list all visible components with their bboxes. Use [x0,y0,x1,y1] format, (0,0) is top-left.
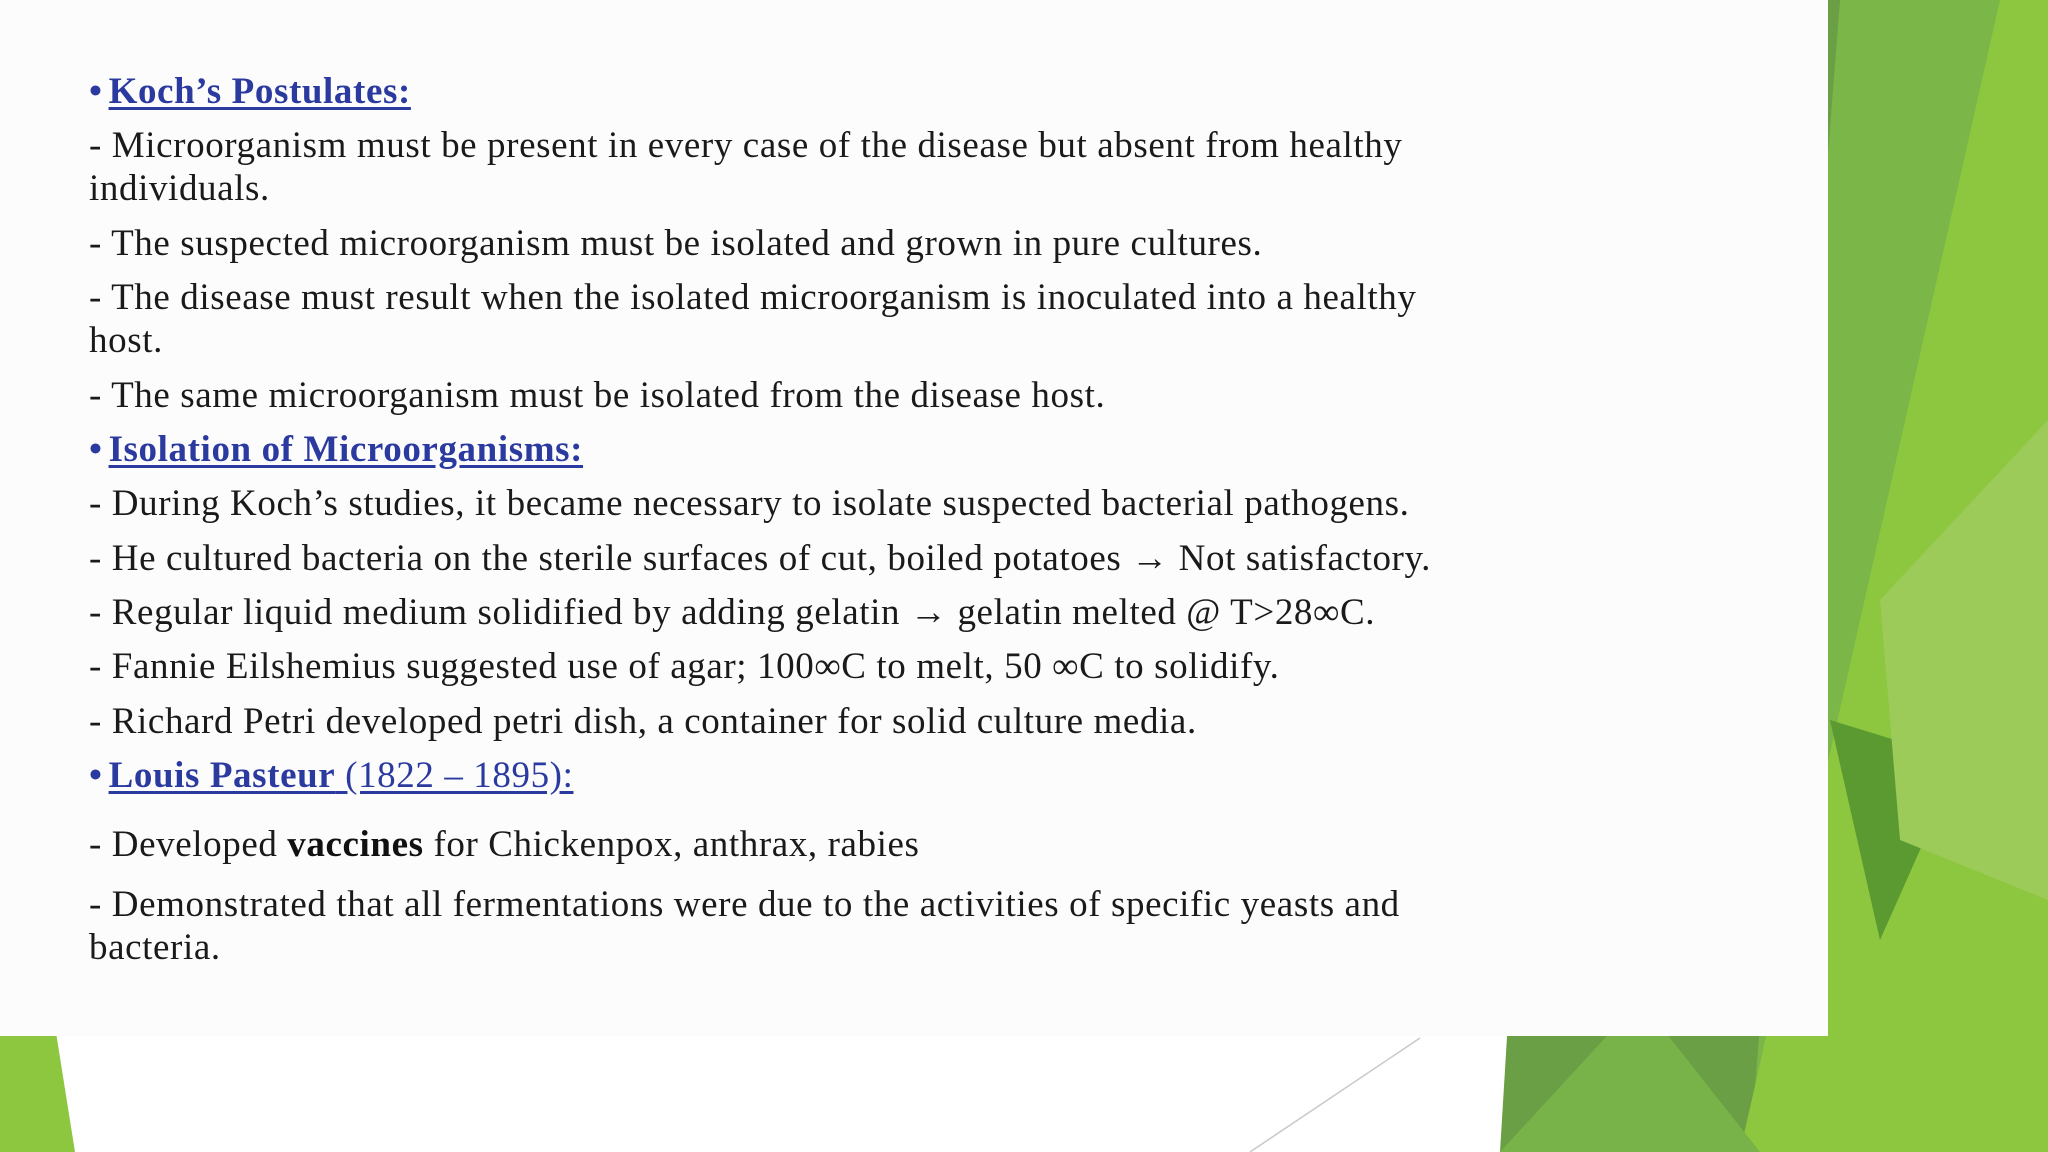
postulate-1-line-2: individuals. [89,168,270,209]
heading-koch-postulates [89,70,411,114]
isolation-item-5: - Richard Petri developed petri dish, a container for solid culture media. [89,701,1197,742]
pasteur-item-2-line-1: - Demonstrated that all fermentations were due to the activities of specific yeasts and [89,884,1400,925]
postulate-1-line-1: - Microorganism must be present in every case of the disease but absent from healthy [89,125,1403,166]
heading-text: Louis Pasteur [108,755,336,796]
bullet-icon: • [89,755,103,796]
heading-years: (1822 – 1895): [335,755,574,796]
heading-text: Isolation of Microorganisms: [108,429,584,470]
pasteur-item-1-suffix: for Chickenpox, anthrax, rabies [423,824,920,865]
postulate-2: - The suspected microorganism must be isolated and grown in pure cultures. [89,223,1263,264]
isolation-item-4: - Fannie Eilshemius suggested use of agar; 100∞C to melt, 50 ∞C to solidify. [89,646,1280,687]
postulate-4: - The same microorganism must be isolated from the disease host. [89,375,1106,416]
postulate-3-line-2: host. [89,320,163,361]
pasteur-item-1-prefix: - Developed [89,824,288,865]
pasteur-item-1 [89,823,920,867]
heading-isolation [89,428,583,472]
thin-diagonal-line [1250,1038,1420,1152]
heading-text: Koch’s Postulates: [108,71,411,112]
bullet-icon: • [89,71,103,112]
isolation-item-2: - He cultured bacteria on the sterile surfaces of cut, boiled potatoes → Not satisfactory. [89,538,1432,579]
pasteur-item-1-bold: vaccines [287,824,424,865]
isolation-item-3: - Regular liquid medium solidified by adding gelatin → gelatin melted @ T>28∞C. [89,592,1376,633]
heading-louis-pasteur [89,754,573,798]
isolation-item-1: - During Koch’s studies, it became necessary to isolate suspected bacterial pathogens. [89,483,1410,524]
postulate-3-line-1: - The disease must result when the isolated microorganism is inoculated into a healthy [89,277,1417,318]
bullet-icon: • [89,429,103,470]
pasteur-item-2-line-2: bacteria. [89,927,221,968]
